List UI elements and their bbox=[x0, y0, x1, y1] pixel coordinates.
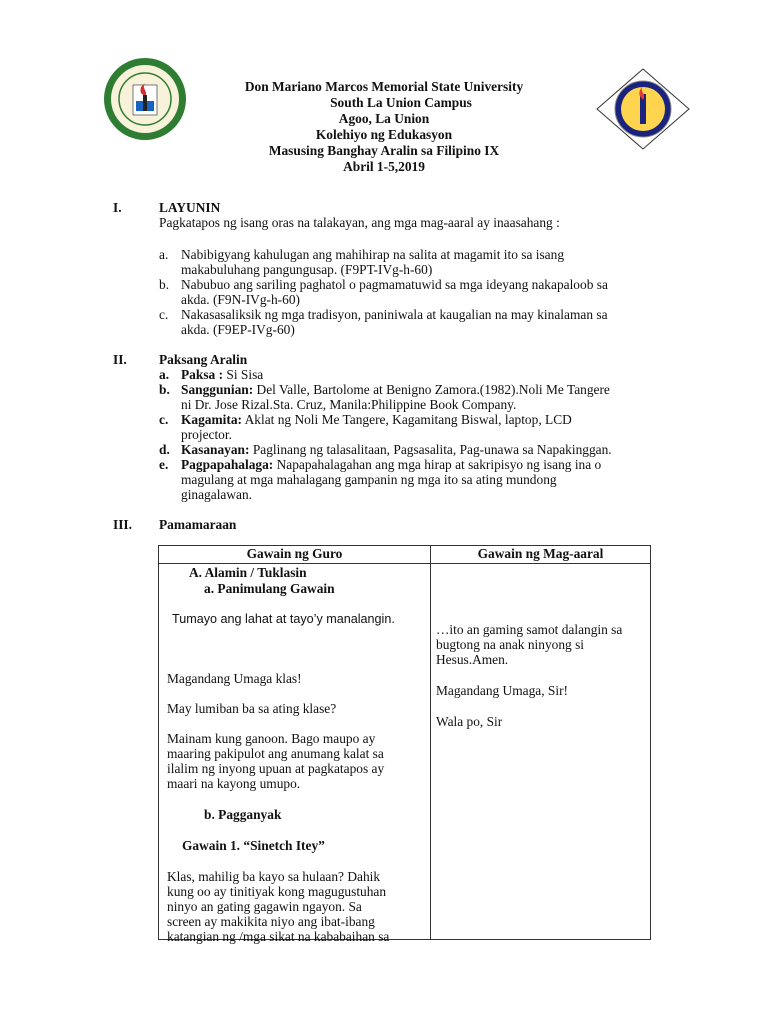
teacher-instruction-3: ilalim ng inyong upuan at pagkatapos ay bbox=[167, 761, 385, 776]
objective-a-letter: a. bbox=[159, 247, 169, 262]
objective-c-line2: akda. (F9EP-IVg-60) bbox=[181, 322, 295, 337]
document-title: Masusing Banghay Aralin sa Filipino IX bbox=[268, 143, 500, 158]
teacher-instruction-1: Mainam kung ganoon. Bago maupo ay bbox=[167, 731, 376, 746]
campus-location: Agoo, La Union bbox=[338, 111, 430, 126]
student-greeting: Magandang Umaga, Sir! bbox=[436, 683, 569, 698]
objective-c-line1: Nakasasaliksik ng mga tradisyon, paniniwala at kaugalian na may kinalaman sa bbox=[181, 307, 608, 322]
subject-d-letter: d. bbox=[159, 442, 170, 457]
subject-c-cont: projector. bbox=[181, 427, 232, 442]
subject-c-letter: c. bbox=[159, 412, 169, 427]
table-header-row bbox=[159, 546, 651, 564]
section-1-numeral: I. bbox=[113, 200, 122, 215]
heading-panimulang-gawain: a. Panimulang Gawain bbox=[204, 581, 335, 596]
teacher-activity-5: katangian ng /mga sikat na kababaihan sa bbox=[167, 929, 390, 944]
section-2-numeral: II. bbox=[113, 352, 127, 367]
teacher-instruction-2: maaring pakipulot ang anumang kalat sa bbox=[167, 746, 384, 761]
subject-c-text: Aklat ng Noli Me Tangere, Kagamitang Biswal, laptop, LCD bbox=[242, 412, 572, 427]
teacher-activity-4: screen ay makikita niyo ang ibat-ibang bbox=[167, 914, 375, 929]
heading-alamin: A. Alamin / Tuklasin bbox=[189, 565, 307, 580]
subject-a-line bbox=[181, 367, 263, 382]
subject-e-text: Napapahalagahan ang mga hirap at sakripisyo ng isang ina o bbox=[273, 457, 602, 472]
teacher-activity-1: Klas, mahilig ba kayo sa hulaan? Dahik bbox=[167, 869, 381, 884]
subject-e-label: Pagpapahalaga: bbox=[181, 457, 274, 472]
student-prayer-3: Hesus.Amen. bbox=[436, 652, 509, 667]
subject-e-cont2: ginagalawan. bbox=[181, 487, 253, 502]
subject-c-label: Kagamita: bbox=[181, 412, 242, 427]
subject-b-line bbox=[181, 382, 610, 397]
magaaral-cell bbox=[431, 564, 651, 940]
student-prayer-2: bugtong na anak ninyong si bbox=[436, 637, 585, 652]
subject-d-text: Paglinang ng talasalitaan, Pagsasalita, Pag-unawa sa Napakinggan. bbox=[249, 442, 612, 457]
column-header-magaaral: Gawain ng Mag-aaral bbox=[431, 546, 651, 564]
teacher-greeting: Magandang Umaga klas! bbox=[167, 671, 302, 686]
heading-pagganyak: b. Pagganyak bbox=[204, 807, 282, 822]
subject-a-label: Paksa : bbox=[181, 367, 224, 382]
campus-name: South La Union Campus bbox=[330, 95, 472, 110]
column-header-guro: Gawain ng Guro bbox=[159, 546, 431, 564]
teacher-instruction-4: maari na kayong umupo. bbox=[167, 776, 301, 791]
table-row bbox=[159, 564, 651, 940]
lesson-procedure-table bbox=[158, 545, 651, 944]
subject-a-text: Si Sisa bbox=[223, 367, 264, 382]
subject-d-label: Kasanayan: bbox=[181, 442, 250, 457]
teacher-absent-question: May lumiban ba sa ating klase? bbox=[167, 701, 337, 716]
objective-c-letter: c. bbox=[159, 307, 169, 322]
university-name: Don Mariano Marcos Memorial State University bbox=[244, 79, 524, 94]
student-prayer-1: …ito an gaming samot dalangin sa bbox=[436, 622, 623, 637]
subject-b-letter: b. bbox=[159, 382, 170, 397]
teacher-prayer: Tumayo ang lahat at tayo’y manalangin. bbox=[172, 612, 395, 626]
guro-cell bbox=[159, 564, 431, 944]
subject-b-text: Del Valle, Bartolome at Benigno Zamora.(1982).Noli Me Tangere bbox=[253, 382, 610, 397]
objective-b-letter: b. bbox=[159, 277, 170, 292]
subject-e-cont1: magulang at mga mahalagang gampanin ng mga ito sa ating mundong bbox=[181, 472, 557, 487]
objective-a-line2: makabuluhang pangungusap. (F9PT-IVg-h-60) bbox=[181, 262, 433, 277]
document-date: Abril 1-5,2019 bbox=[343, 159, 425, 174]
subject-e-letter: e. bbox=[159, 457, 169, 472]
section-3-title: Pamamaraan bbox=[159, 517, 237, 532]
subject-d-line bbox=[181, 442, 612, 457]
subject-b-cont: ni Dr. Jose Rizal.Sta. Cruz, Manila:Philippine Book Company. bbox=[181, 397, 517, 412]
college-name: Kolehiyo ng Edukasyon bbox=[315, 127, 453, 142]
objective-b-line1: Nabubuo ang sariling paghatol o pagmamatuwid sa mga ideyang nakapaloob sa bbox=[181, 277, 608, 292]
section-2-title: Paksang Aralin bbox=[159, 352, 248, 367]
student-absent-answer: Wala po, Sir bbox=[436, 714, 503, 729]
objective-a-line1: Nabibigyang kahulugan ang mahihirap na salita at magamit ito sa isang bbox=[181, 247, 565, 262]
subject-c-line bbox=[181, 412, 572, 427]
section-1-intro: Pagkatapos ng isang oras na talakayan, ang mga mag-aaral ay inaasahang : bbox=[159, 215, 560, 230]
teacher-activity-3: ninyo an gating gagawin ngayon. Sa bbox=[167, 899, 362, 914]
objective-b-line2: akda. (F9N-IVg-h-60) bbox=[181, 292, 300, 307]
section-1-title: LAYUNIN bbox=[159, 200, 221, 215]
subject-b-label: Sanggunian: bbox=[181, 382, 254, 397]
teacher-activity-2: kung oo ay tinitiyak kong magugustuhan bbox=[167, 884, 387, 899]
heading-gawain-1: Gawain 1. “Sinetch Itey” bbox=[182, 838, 325, 853]
subject-a-letter: a. bbox=[159, 367, 170, 382]
section-3-numeral: III. bbox=[113, 517, 132, 532]
subject-e-line bbox=[181, 457, 601, 472]
